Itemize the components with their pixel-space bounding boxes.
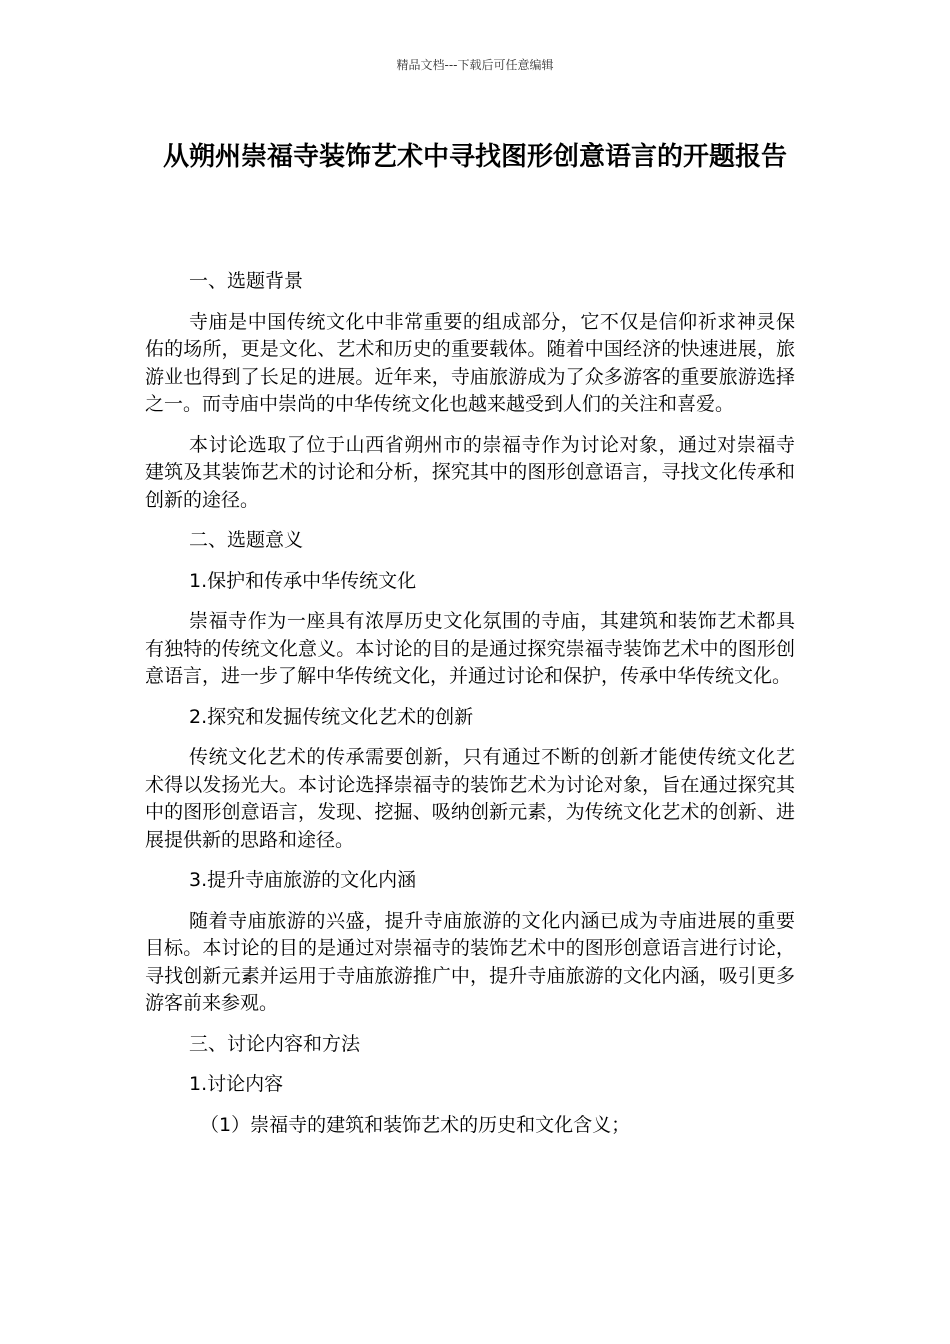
paragraph-background-2: 本讨论选取了位于山西省朔州市的崇福寺作为讨论对象，通过对崇福寺建筑及其装饰艺术的讨论和分析，探究其中的图形创意语言，寻找文化传承和创新的途径。 xyxy=(145,433,795,511)
section-heading-background: 一、选题背景 xyxy=(189,270,304,292)
subheading-tourism-culture: 3.提升寺庙旅游的文化内涵 xyxy=(189,869,417,891)
paragraph-background-1: 寺庙是中国传统文化中非常重要的组成部分，它不仅是信仰祈求神灵保佑的场所，更是文化、艺术和历史的重要载体。随着中国经济的快速进展，旅游业也得到了长足的进展。近年来，寺庙旅游成为了众多游客的重要旅游选择之一。而寺庙中崇尚的中华传统文化也越来越受到人们的关注和喜爱。 xyxy=(145,310,795,415)
document-title: 从朔州崇福寺装饰艺术中寻找图形创意语言的开题报告 xyxy=(162,142,787,172)
section-heading-content-methods: 三、讨论内容和方法 xyxy=(189,1032,361,1055)
list-item-research-1: （1）崇福寺的建筑和装饰艺术的历史和文化含义； xyxy=(200,1113,631,1136)
page-header: 精品文档---下载后可任意编辑 xyxy=(396,58,554,72)
paragraph-protect-heritage: 崇福寺作为一座具有浓厚历史文化氛围的寺庙，其建筑和装饰艺术都具有独特的传统文化意义。本讨论的目的是通过探究崇福寺装饰艺术中的图形创意语言，进一步了解中华传统文化，并通过讨论和保护，传承中华传统文化。 xyxy=(145,610,795,687)
subheading-protect-heritage: 1.保护和传承中华传统文化 xyxy=(189,569,417,592)
section-heading-significance: 二、选题意义 xyxy=(189,529,304,551)
paragraph-tourism-culture: 随着寺庙旅游的兴盛，提升寺庙旅游的文化内涵已成为寺庙进展的重要目标。本讨论的目的是通过对崇福寺的装饰艺术中的图形创意语言进行讨论，寻找创新元素并运用于寺庙旅游推广中，提升寺庙旅游的文化内涵，吸引更多游客前来参观。 xyxy=(145,909,795,1014)
subheading-innovation: 2.探究和发掘传统文化艺术的创新 xyxy=(189,705,474,728)
paragraph-innovation: 传统文化艺术的传承需要创新，只有通过不断的创新才能使传统文化艺术得以发扬光大。本讨论选择崇福寺的装饰艺术为讨论对象，旨在通过探究其中的图形创意语言，发现、挖掘、吸纳创新元素，为传统文化艺术的创新、进展提供新的思路和途径。 xyxy=(145,746,795,851)
document-body xyxy=(145,268,795,1152)
subheading-research-content: 1.讨论内容 xyxy=(189,1073,284,1095)
